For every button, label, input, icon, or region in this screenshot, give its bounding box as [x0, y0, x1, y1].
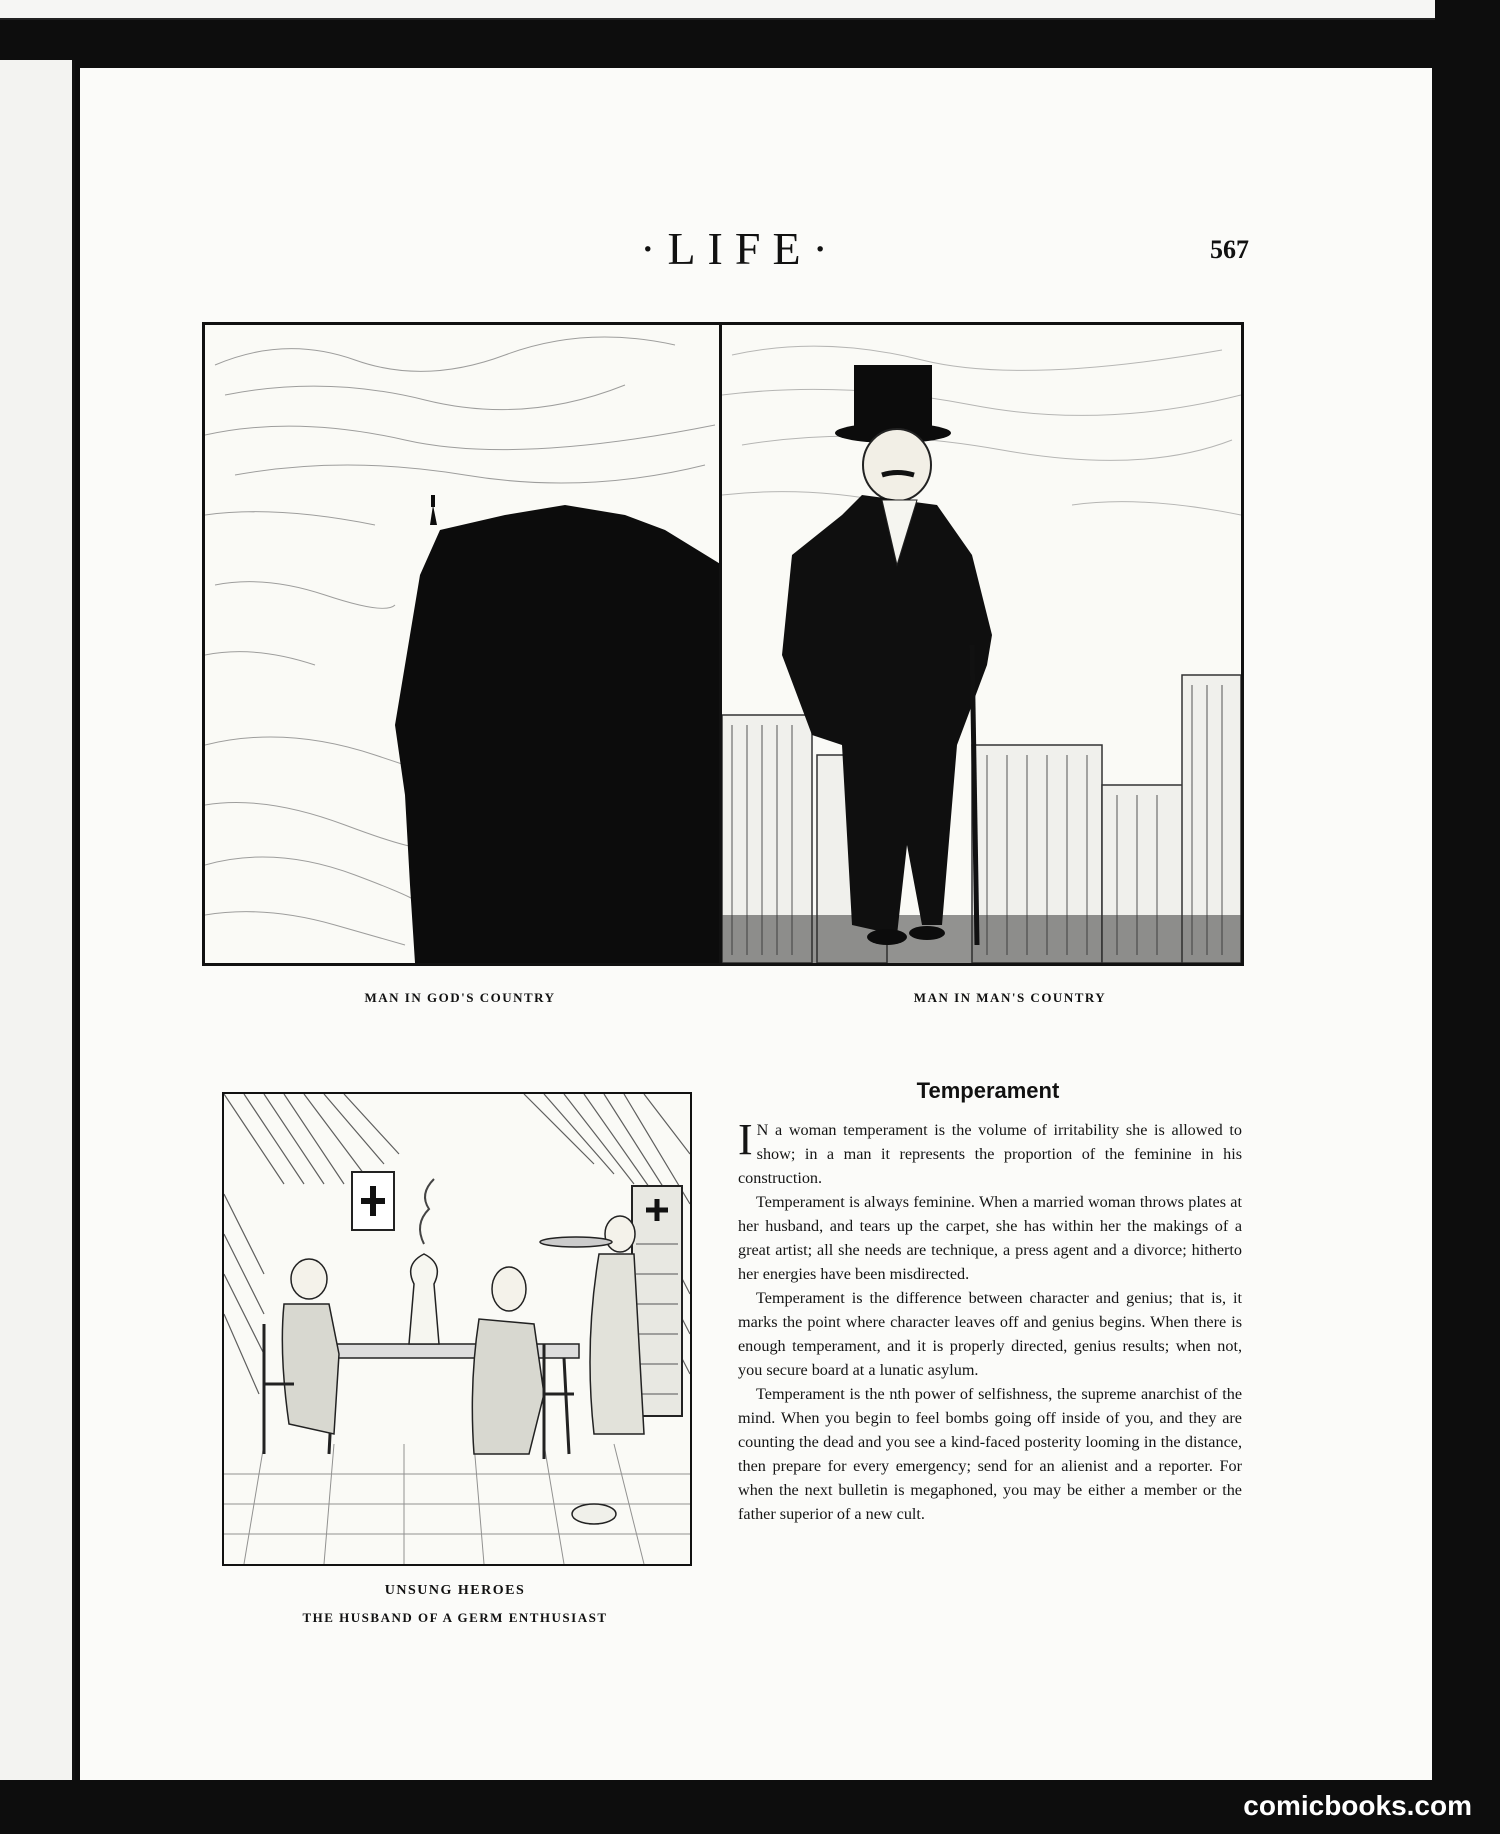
article-paragraph	[738, 1115, 1242, 1190]
drop-cap: I	[738, 1115, 753, 1164]
article-paragraph: Temperament is always feminine. When a married woman throws plates at her husband, and tears up the carpet, she has within her the makings of a great artist; all she needs are technique, a press agent and a divorce; hitherto her energies have been misdirected.	[738, 1193, 1242, 1283]
article-paragraph: Temperament is the difference between character and genius; that is, it marks the point where character leaves off and genius begins. When there is enough temperament, and it is properly directed, genius results; when not, you secure board at a lunatic asylum.	[738, 1289, 1242, 1379]
masthead: ·LIFE·	[640, 223, 840, 274]
caption-unsung-heroes: UNSUNG HEROES	[384, 1583, 526, 1598]
caption-gods-country: MAN IN GOD'S COUNTRY	[364, 990, 556, 1005]
caption-mans-country: MAN IN MAN'S COUNTRY	[913, 990, 1107, 1005]
page-number: 567	[1210, 235, 1249, 264]
top-page-strip	[0, 0, 1435, 20]
previous-page-edge	[0, 60, 75, 1780]
caption-germ-enthusiast: THE HUSBAND OF A GERM ENTHUSIAST	[302, 1610, 608, 1625]
watermark: comicbooks.com	[1243, 1790, 1472, 1821]
article-body	[738, 1115, 1242, 1526]
article-paragraph: Temperament is the nth power of selfishness, the supreme anarchist of the mind. When you begin to feel bombs going off inside of you, and they are counting the dead and you see a kind-faced posterity looming in the distance, then prepare for every emergency; send for an alienist and a reporter. For when the next bulletin is megaphoned, you may be either a member or the father superior of a new cult.	[738, 1385, 1242, 1523]
paragraph-text: N a woman temperament is the volume of irritability she is allowed to show; in a man it represents the proportion of the feminine in his construction.	[738, 1121, 1242, 1187]
article-title: Temperament	[916, 1078, 1060, 1103]
illustration-unsung-heroes	[222, 1092, 692, 1566]
illustration-gods-country	[202, 322, 725, 966]
illustration-mans-country	[719, 322, 1244, 966]
